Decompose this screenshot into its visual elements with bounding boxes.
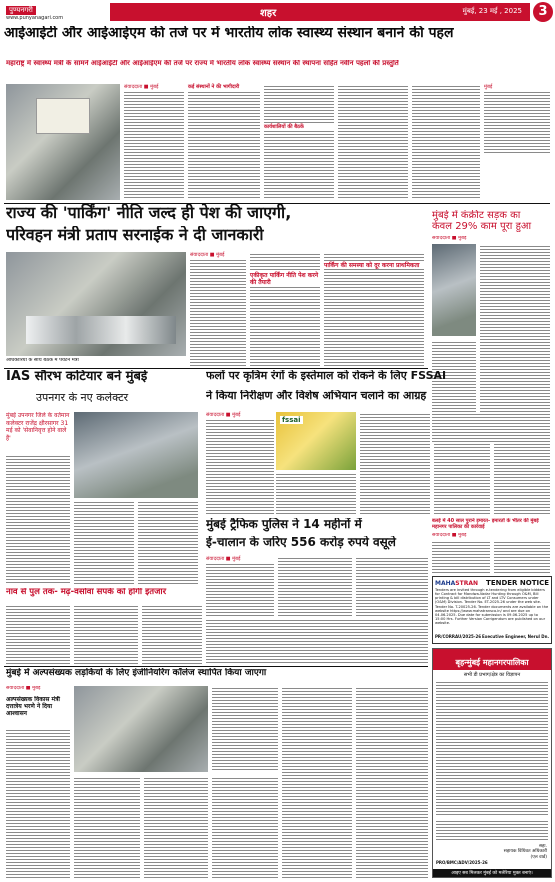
fssai-text-col-3 (360, 412, 430, 516)
women-byline: संवाददाता ■ मुंबई (6, 686, 41, 691)
lead-photo-placard (36, 98, 90, 134)
lead-subhead: महाराष्ट्र में स्वास्थ्य मंत्री के सामने आईआईटी और आईआईएम की तर्ज पर राज्य में भारतीय लोक स्वास्थ्य संस्थान की स्थापना सहित नवीन पहलों की प्रस्तुति (6, 60, 399, 67)
lead-headline: आईआईटी और आईआईएम की तर्ज पर में भारतीय लोक स्वास्थ्य संस्थान बनाने की पहल (4, 26, 454, 41)
traffic-text-col-4 (206, 618, 428, 664)
bmc-signature-1: सहा. (538, 844, 547, 849)
lead-byline: संवाददाता ■ मुंबई (124, 84, 184, 90)
tender-footer (435, 634, 549, 639)
ias-text-col-1 (6, 454, 70, 584)
bmc-ref: PRO/BMC/ADV/2025-26 (436, 860, 488, 866)
bmc-advertisement (432, 648, 552, 878)
women-text-col-1 (6, 728, 70, 878)
lead-text-col-6 (484, 84, 550, 154)
lead-text-col-4 (338, 84, 408, 200)
lead-text-col-5 (412, 84, 480, 200)
ias-sub: उपनगर के नए कलेक्टर (36, 392, 129, 404)
fssai-headline-1: फलों पर कृत्रिम रंगों के इस्तेमाल को रोकने के लिए FSSAI (206, 370, 447, 382)
tender-brand-suffix: STRAN (455, 579, 478, 587)
bmc-signature-2: सहायक विधिवत अधिकारी (503, 849, 547, 855)
fssai-text-col-4 (434, 412, 490, 516)
parking-byline: संवाददाता ■ मुंबई (190, 252, 246, 258)
parking-sub-1: एकीकृत पार्किंग नीति पेश करने की तैयारी (250, 272, 319, 287)
tender-signature: Executive Engineer, Nerul Dn. (482, 634, 549, 639)
fssai-text-col-2 (276, 472, 356, 516)
hearing-text-col-2 (494, 540, 550, 574)
fssai-logo-text: fssai (282, 416, 301, 424)
lead-text-col-2 (188, 84, 260, 200)
women-sub: अल्पसंख्यक विकास मंत्री दत्तात्रेय भरणे ने दिया आश्वासन (6, 696, 60, 718)
section-bar (110, 3, 530, 21)
women-text-col-5 (212, 776, 278, 878)
boat-text-col-2 (74, 604, 138, 664)
parking-text-col-1 (190, 252, 246, 366)
tender-header (435, 579, 549, 587)
traffic-headline-1: मुंबई ट्रैफिक पुलिस ने 14 महीनों में (206, 518, 362, 531)
brand-name: पुण्यनगरी (6, 6, 36, 15)
fssai-text-col-5 (494, 412, 550, 516)
traffic-text-col-3 (356, 556, 428, 616)
bmc-title: बृहन्मुंबई महानगरपालिका (455, 658, 529, 667)
parking-sub-2: पार्किंग की समस्या को दूर करना प्राथमिकता (324, 262, 424, 269)
women-text-col-3 (74, 776, 140, 878)
section-title: शहर (260, 8, 277, 19)
bmc-signature-3: (एल वार्ड) (530, 854, 547, 860)
traffic-text-col-1 (206, 556, 274, 616)
ias-photo (74, 412, 198, 498)
bmc-body-text (436, 680, 548, 816)
fssai-headline-2: ने किया निरीक्षण और विशेष अभियान चलाने का आग्रह (206, 390, 427, 402)
parking-headline-2: परिवहन मंत्री प्रताप सरनाईक ने दी जानकारी (6, 226, 264, 244)
boat-text-col-1 (6, 604, 70, 664)
concrete-photo (432, 244, 476, 336)
ias-text-col-2 (74, 500, 134, 584)
bmc-body-text-2 (436, 819, 548, 841)
women-photo (74, 686, 208, 772)
lead-col-head-1: कई संस्थानों ने की भागीदारी (188, 84, 260, 90)
parking-photo (6, 252, 186, 356)
tender-body: Tenders are invited through e-tendering from eligible bidders for Contract for Mandwa-Vadar Hunting through O&M, Bill printing & bill distribution of LT and LTV Consumers under (O&M) Division. Tender No. ET-2025-26 under the web site. Tender No. T-20025-26. Tender documents are available on the website https://www.mahatransco.in/ and are due on 04.06.2025. Due date for submission is 09.06.2025 up to 15:00 Hrs. Further Version Corrigendum are published on our website. (435, 588, 549, 625)
fssai-text-col-1 (206, 412, 274, 516)
parking-headline-1: राज्य की 'पार्किंग' नीति जल्द ही पेश की जाएगी, (6, 204, 292, 222)
parking-text-col-3 (324, 252, 424, 366)
lead-col-head-2: कार्यशालियों की बैठकें (264, 124, 334, 130)
ias-headline: IAS सौरभ कटियार बने मुंबई (6, 370, 148, 384)
traffic-text-col-2 (278, 556, 352, 616)
ias-lead-text: मुंबई उपनगर जिले के वर्तमान कलेक्टर राजेंद्र क्षीरसागर 31 मई को 'सेवानिवृत्त होने वाले हैं' (6, 412, 70, 442)
site-url: www.punyanagari.com (6, 15, 64, 21)
concrete-story (432, 210, 552, 234)
ias-text-col-3 (138, 500, 198, 584)
page-number-text: 3 (538, 4, 548, 19)
page-number (533, 2, 553, 22)
fssai-byline: संवाददाता ■ मुंबई (206, 412, 274, 418)
lead-text-col-3 (264, 84, 334, 200)
parking-text-col-2 (250, 252, 320, 366)
parking-caption: अधिकारियों के साथ बैठक में पर्यटन मंत्री (6, 358, 79, 363)
traffic-headline-2: ई-चालान के जरिए 556 करोड़ रुपये वसूले (206, 536, 396, 549)
tender-ref: PR/CORRAU/2025-26 (435, 634, 482, 639)
lead-text-col-1 (124, 84, 184, 200)
women-text-col-4 (144, 776, 208, 878)
bmc-title-bar (433, 649, 551, 670)
boat-headline: नाव से पुल तक- मढ़-वर्सोवा संपर्क को होगी इंतजार (6, 588, 167, 597)
bmc-footer: आइए सब मिलकर मुंबई को मलेरिया मुक्त बनाएं। (433, 869, 551, 877)
boat-text-col-3 (142, 604, 202, 664)
hearing-text-col-1 (432, 540, 490, 574)
tender-brand (435, 580, 478, 587)
women-text-col-2 (212, 686, 278, 772)
issue-date: मुंबई, 23 मई , 2025 (462, 7, 522, 15)
divider (4, 666, 428, 667)
hearing-headline: बलई में 40 साल पुराने इमारत- इमारतों के भीतर की मुंबई महानगर पालिका की कार्रवाई (432, 518, 539, 530)
hearing-byline: संवाददाता ■ मुंबई (432, 533, 467, 538)
concrete-headline-2: केवल 29% काम पूरा हुआ (432, 221, 532, 233)
tender-notice (432, 576, 552, 644)
tender-title: TENDER NOTICE (486, 579, 549, 587)
lead-photo (6, 84, 120, 200)
women-text-col-6 (282, 686, 352, 878)
bmc-subtitle: सभी डी प्रभाग/क्षेत्र का विज्ञापन (463, 672, 521, 678)
fssai-photo (276, 412, 356, 470)
masthead (0, 0, 555, 26)
divider (4, 368, 428, 369)
concrete-headline-1: मुंबई में कंक्रीट सड़क का (432, 210, 521, 221)
parking-photo-cars (26, 316, 176, 344)
women-text-col-7 (356, 686, 428, 878)
women-headline: मुंबई में अल्पसंख्यक लड़कियों के लिए इंजीनियरिंग कॉलेज स्थापित किया जाएगा (6, 668, 267, 678)
tender-brand-main: MAHA (435, 579, 456, 587)
concrete-byline: संवाददाता ■ मुंबई (432, 236, 467, 241)
lead-right-col-head: मुंबई (484, 84, 550, 90)
traffic-byline: संवाददाता ■ मुंबई (206, 556, 274, 562)
bmc-signature (433, 844, 551, 860)
